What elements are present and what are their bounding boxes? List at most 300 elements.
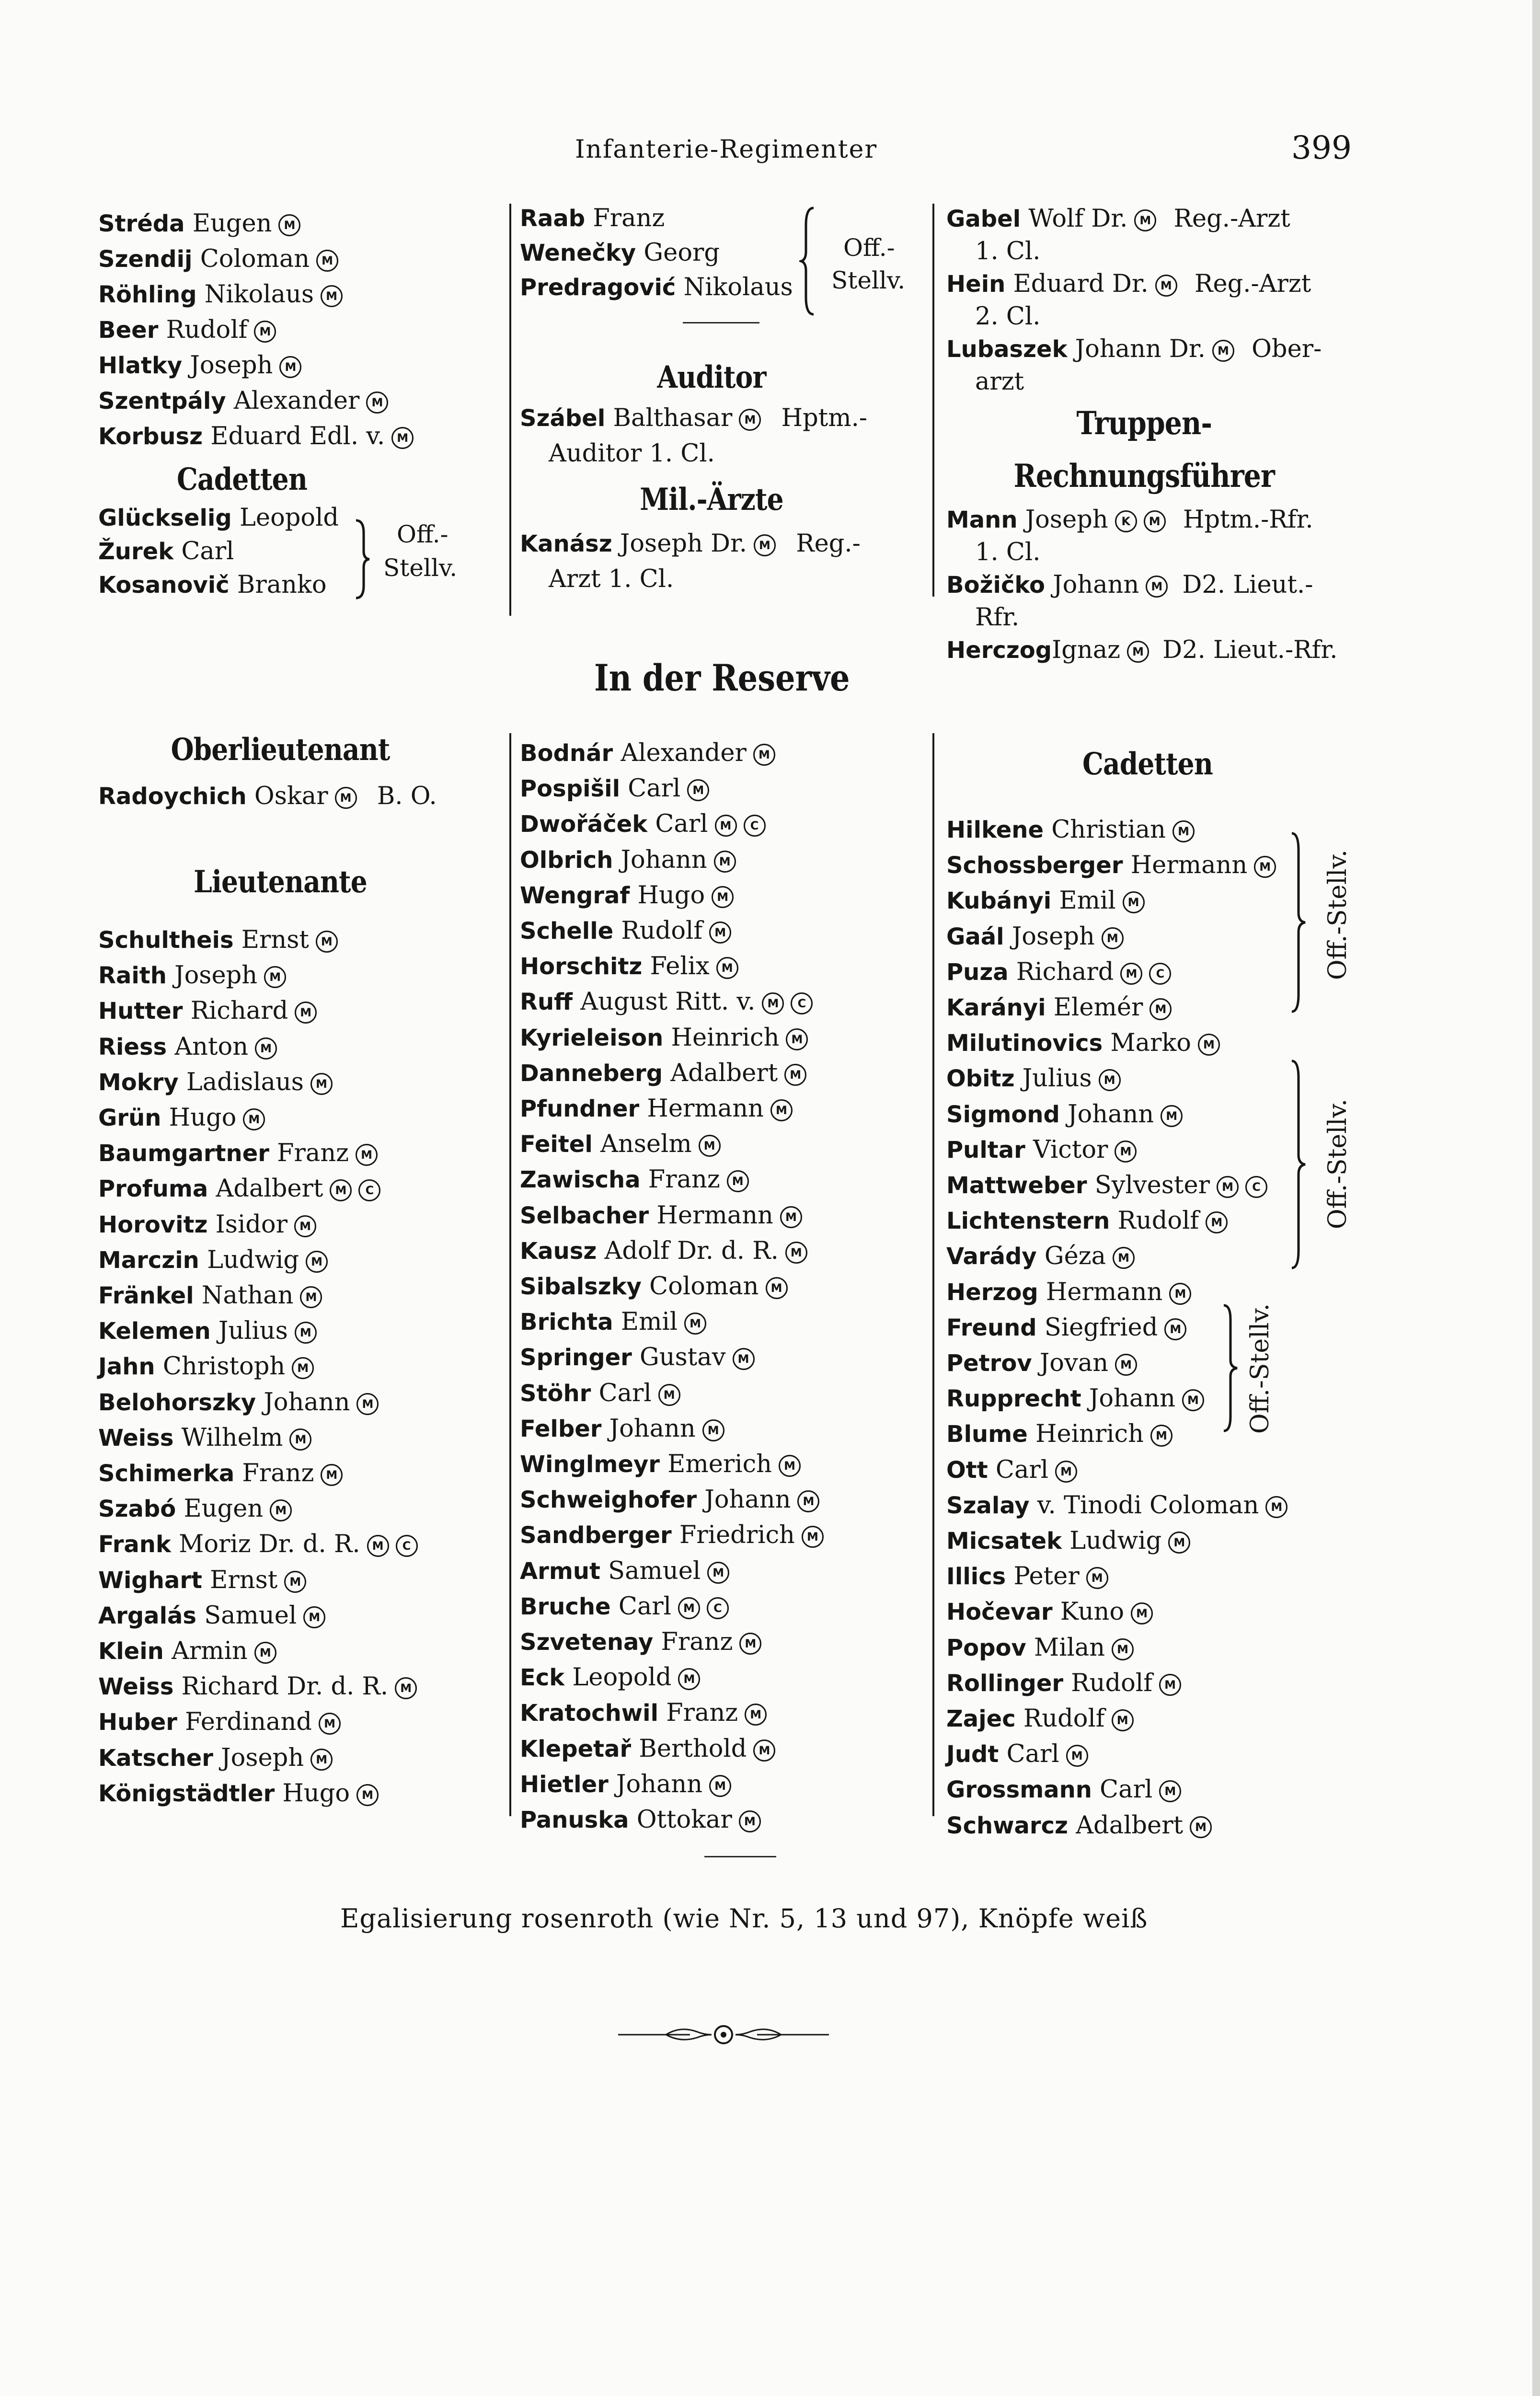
upper-column-2-lower <box>520 355 922 597</box>
surname: Dwořáček <box>520 811 648 838</box>
m-badge-icon: M <box>745 1704 767 1726</box>
given-name: Adalbert <box>670 1059 778 1087</box>
column-divider <box>509 733 511 1816</box>
list-item <box>98 1420 506 1456</box>
m-badge-icon: M <box>715 815 737 837</box>
m-badge-icon: M <box>716 957 738 979</box>
m-badge-icon: M <box>321 1464 343 1486</box>
rank: Reg.-Arzt <box>1173 205 1290 233</box>
surname: Selbacher <box>520 1202 649 1229</box>
m-badge-icon: M <box>1206 1211 1228 1233</box>
surname: Pfundner <box>520 1095 640 1123</box>
given-name: Rudolf <box>1117 1207 1199 1235</box>
column-divider <box>932 733 934 1816</box>
m-badge-icon: M <box>316 250 338 272</box>
list-item <box>98 1563 506 1598</box>
surname: Predragović <box>520 274 676 301</box>
m-badge-icon: M <box>1123 891 1145 913</box>
list-item <box>98 1669 506 1705</box>
list-item <box>98 242 506 277</box>
list-item <box>946 1630 1497 1666</box>
list-item <box>946 990 1497 1025</box>
hein-continuation: 2. Cl. <box>975 302 1041 331</box>
given-name: Coloman <box>649 1272 759 1301</box>
given-name: Nathan <box>201 1281 294 1310</box>
surname: Weiss <box>98 1673 174 1701</box>
surname: Korbusz <box>98 423 203 450</box>
given-name: Friedrich <box>679 1521 795 1550</box>
m-badge-icon: M <box>678 1668 700 1690</box>
m-badge-icon: M <box>1168 1532 1190 1554</box>
m-badge-icon: M <box>295 1002 317 1024</box>
given-name: Rudolf <box>1023 1705 1105 1733</box>
given-name: Hugo <box>282 1779 350 1808</box>
m-badge-icon: M <box>1120 963 1142 985</box>
rank: Ober- <box>1252 335 1322 363</box>
given-name: Hugo <box>169 1104 237 1132</box>
mil-arzt-entry <box>520 526 922 562</box>
brace-label-line1: Off.- <box>843 234 895 262</box>
surname: Szendij <box>98 246 193 273</box>
list-item <box>98 501 367 535</box>
given-name: Johann <box>621 845 707 874</box>
given-name: Johann Dr. <box>1075 335 1206 363</box>
given-name: Nikolaus <box>204 280 314 309</box>
m-badge-icon: M <box>1265 1496 1287 1518</box>
m-badge-icon: M <box>1099 1069 1121 1091</box>
surname: Springer <box>520 1344 632 1371</box>
page-edge <box>1532 0 1540 2396</box>
footer-note: Egalisierung rosenroth (wie Nr. 5, 13 und 97), Knöpfe weiß <box>340 1903 1148 1934</box>
surname: Rupprecht <box>946 1385 1081 1413</box>
list-item <box>98 419 506 454</box>
given-name: Ernst <box>241 926 309 954</box>
given-name: Milan <box>1034 1633 1105 1662</box>
brace-label-line1: Off.- <box>397 520 448 548</box>
surname: Grün <box>98 1105 161 1132</box>
surname: Horovitz <box>98 1211 208 1238</box>
given-name: Oskar <box>254 782 328 810</box>
given-name: Franz <box>593 204 665 232</box>
brace-label-line2: Stellv. <box>831 266 906 294</box>
given-name: Gustav <box>640 1343 726 1372</box>
list-item <box>946 1488 1497 1523</box>
m-badge-icon: M <box>1159 1780 1181 1802</box>
hein-entry <box>946 266 1497 302</box>
list-item <box>946 1168 1497 1203</box>
surname: Illics <box>946 1563 1006 1590</box>
list-item <box>98 1243 506 1278</box>
list-item <box>520 1056 922 1091</box>
m-badge-icon: M <box>753 744 775 766</box>
list-item <box>98 1598 506 1634</box>
given-name: Franz <box>661 1628 733 1657</box>
list-item <box>98 1065 506 1100</box>
surname: Pospišil <box>520 775 621 803</box>
m-badge-icon: M <box>1131 1602 1153 1624</box>
brace-icon <box>1289 831 1308 1014</box>
surname: Riess <box>98 1033 167 1060</box>
rank: Reg.- <box>796 530 861 558</box>
bozicko-entry <box>946 567 1497 603</box>
surname: Pultar <box>946 1136 1025 1163</box>
m-badge-icon: M <box>1127 641 1149 663</box>
list-item <box>946 812 1497 848</box>
surname: Olbrich <box>520 846 613 874</box>
m-badge-icon: M <box>780 1206 802 1228</box>
list-item <box>98 1456 506 1491</box>
c-badge-icon: C <box>707 1597 729 1619</box>
m-badge-icon: M <box>278 214 300 236</box>
given-name: Siegfried <box>1044 1313 1158 1342</box>
given-name: Ludwig <box>207 1245 299 1274</box>
m-badge-icon: M <box>356 1144 378 1166</box>
list-item <box>520 1695 922 1731</box>
given-name: Emerich <box>667 1450 772 1479</box>
list-item <box>946 883 1497 919</box>
given-name: Joseph <box>190 351 273 380</box>
surname: Lichtenstern <box>946 1208 1110 1235</box>
surname: Beer <box>98 317 159 344</box>
surname: Schimerka <box>98 1460 235 1487</box>
list-item <box>520 1660 922 1695</box>
given-name: Carl <box>181 537 234 565</box>
brace-icon <box>352 518 371 600</box>
given-name: Joseph <box>1011 922 1095 951</box>
herczog-entry <box>946 633 1497 668</box>
surname: Kubányi <box>946 887 1052 915</box>
surname: Hutter <box>98 998 183 1025</box>
m-badge-icon: M <box>1112 1709 1134 1731</box>
given-name: Rudolf <box>1071 1669 1153 1697</box>
surname: Weiss <box>98 1424 174 1451</box>
surname: Huber <box>98 1709 177 1736</box>
m-badge-icon: M <box>1159 1674 1181 1696</box>
m-badge-icon: M <box>284 1571 306 1593</box>
list-item <box>98 535 367 568</box>
k-badge-icon: K <box>1115 510 1137 532</box>
upper-column-3 <box>946 201 1497 668</box>
surname: Hočevar <box>946 1599 1053 1626</box>
list-item <box>520 1376 922 1411</box>
surname: Katscher <box>98 1744 213 1772</box>
list-item <box>520 878 922 913</box>
list-item <box>520 1233 922 1269</box>
surname: Gaál <box>946 923 1004 950</box>
list-item <box>520 736 922 771</box>
surname: Profuma <box>98 1175 208 1203</box>
surname: Kanász <box>520 530 612 557</box>
given-name: Rudolf <box>621 917 703 945</box>
list-item <box>520 1091 922 1127</box>
m-badge-icon: M <box>678 1597 700 1619</box>
surname: Horschitz <box>520 953 643 980</box>
list-item <box>520 1127 922 1162</box>
given-name: Eugen <box>192 209 272 238</box>
rank: Hptm.- <box>781 404 868 432</box>
surname: Varády <box>946 1243 1037 1270</box>
m-badge-icon: M <box>1150 1425 1172 1447</box>
given-name: Hermann <box>656 1201 773 1230</box>
surname: Herzog <box>946 1279 1038 1306</box>
surname: Ruff <box>520 989 573 1016</box>
surname: Herczog <box>946 637 1052 664</box>
given-name: Christoph <box>162 1352 286 1381</box>
surname: Kosanovič <box>98 572 230 599</box>
brace-label-vertical: Off.-Stellv. <box>1246 1303 1275 1434</box>
bozicko-continuation: Rfr. <box>975 603 1020 632</box>
surname: Brichta <box>520 1309 613 1336</box>
m-badge-icon: M <box>702 1419 724 1441</box>
suffix: B. O. <box>377 782 437 810</box>
surname: Grossmann <box>946 1776 1092 1804</box>
m-badge-icon: M <box>321 285 343 307</box>
given-name: August Ritt. v. <box>580 988 756 1016</box>
given-name: Moriz Dr. d. R. <box>179 1530 360 1559</box>
surname: Schossberger <box>946 852 1123 879</box>
surname: Szentpály <box>98 388 226 415</box>
gabel-continuation: 1. Cl. <box>975 237 1041 265</box>
list-item <box>98 1207 506 1243</box>
surname: Zawischa <box>520 1166 641 1194</box>
m-badge-icon: M <box>1144 510 1166 532</box>
m-badge-icon: M <box>310 1749 333 1771</box>
given-name: Adalbert <box>216 1175 323 1203</box>
given-name: Hermann <box>1046 1278 1163 1306</box>
surname: Kyrieleison <box>520 1024 664 1051</box>
list-item <box>520 913 922 949</box>
surname: Popov <box>946 1634 1026 1661</box>
given-name: Anselm <box>600 1130 692 1159</box>
surname: Schwarcz <box>946 1812 1068 1839</box>
m-badge-icon: M <box>335 787 357 809</box>
lower-column-3 <box>946 740 1497 1843</box>
given-name: Géza <box>1044 1242 1106 1271</box>
surname: Obitz <box>946 1065 1015 1093</box>
list-item <box>98 1385 506 1420</box>
list-item <box>98 1100 506 1136</box>
given-name: Adalbert <box>1076 1811 1184 1840</box>
m-badge-icon: M <box>1190 1816 1212 1838</box>
c-badge-icon: C <box>791 992 813 1014</box>
surname: Szalay <box>946 1492 1030 1519</box>
given-name: Ernst <box>210 1566 278 1594</box>
surname: Eck <box>520 1664 565 1692</box>
m-badge-icon: M <box>709 1775 731 1797</box>
m-badge-icon: M <box>802 1526 824 1548</box>
list-item <box>98 568 367 602</box>
list-item <box>520 1340 922 1375</box>
m-badge-icon: M <box>316 931 338 953</box>
given-name: Heinrich <box>1035 1420 1144 1449</box>
list-item <box>946 1737 1497 1772</box>
given-name: Berthold <box>639 1734 747 1763</box>
m-badge-icon: M <box>779 1455 801 1477</box>
m-badge-icon: M <box>712 886 734 908</box>
m-badge-icon: M <box>699 1135 721 1157</box>
given-name: Adolf Dr. d. R. <box>604 1236 779 1265</box>
m-badge-icon: M <box>1169 1283 1191 1305</box>
list-item <box>98 348 506 383</box>
given-name: Richard <box>190 997 288 1025</box>
list-item <box>946 1239 1497 1274</box>
list-item <box>946 1452 1497 1488</box>
surname: Bruche <box>520 1593 611 1620</box>
list-item <box>520 806 922 842</box>
m-badge-icon: M <box>289 1428 311 1451</box>
rank: Reg.-Arzt <box>1195 270 1311 298</box>
given-name: Kuno <box>1060 1598 1125 1626</box>
c-badge-icon: C <box>396 1535 418 1557</box>
list-item <box>520 1518 922 1553</box>
list-item <box>946 1808 1497 1843</box>
brace-label-vertical: Off.-Stellv. <box>1323 849 1352 980</box>
given-name: Heinrich <box>671 1023 780 1052</box>
m-badge-icon: M <box>310 1073 333 1095</box>
rank: D2. Lieut.-Rfr. <box>1162 636 1338 664</box>
given-name: Hermann <box>1130 851 1248 880</box>
truppen-heading: Truppen-Rechnungsführer <box>1013 404 1275 495</box>
given-name: Emil <box>621 1308 678 1336</box>
given-name: Julius <box>218 1317 288 1346</box>
rank: Hptm.-Rfr. <box>1183 506 1313 534</box>
m-badge-icon: M <box>1172 820 1195 842</box>
m-badge-icon: M <box>766 1277 788 1299</box>
list-item <box>520 1767 922 1802</box>
given-name: Joseph Dr. <box>620 530 747 558</box>
given-name: Joseph <box>1025 506 1108 534</box>
m-badge-icon: M <box>1115 1140 1137 1163</box>
m-badge-icon: M <box>784 1064 806 1086</box>
reserve-heading: In der Reserve <box>594 657 850 699</box>
upper-officer-list <box>98 206 506 454</box>
list-item <box>98 1349 506 1384</box>
surname: Schelle <box>520 918 614 945</box>
surname: Žurek <box>98 538 174 565</box>
given-name: Johann <box>1068 1100 1154 1129</box>
list-item <box>98 206 506 242</box>
list-item <box>946 1701 1497 1737</box>
list-item <box>98 1278 506 1313</box>
given-name: Victor <box>1033 1135 1108 1164</box>
given-name: Carl <box>1100 1775 1153 1804</box>
m-badge-icon: M <box>292 1357 314 1379</box>
given-name: Wolf Dr. <box>1028 205 1128 233</box>
list-item <box>98 958 506 993</box>
mann-continuation: 1. Cl. <box>975 538 1041 566</box>
upper-cadetten-list <box>98 501 367 602</box>
m-badge-icon: M <box>762 992 784 1014</box>
column-divider <box>932 204 934 597</box>
given-name: Alexander <box>621 739 747 767</box>
list-item <box>520 1802 922 1838</box>
list-item <box>98 1171 506 1207</box>
m-badge-icon: M <box>303 1606 325 1628</box>
list-item <box>98 277 506 312</box>
surname: Fränkel <box>98 1282 194 1310</box>
m-badge-icon: M <box>1155 275 1177 297</box>
surname: Lubaszek <box>946 336 1068 363</box>
m-badge-icon: M <box>709 922 731 944</box>
given-name: Elemér <box>1053 993 1143 1022</box>
m-badge-icon: M <box>1198 1034 1220 1056</box>
list-item <box>98 1491 506 1527</box>
m-badge-icon: M <box>264 966 286 988</box>
list-item <box>98 993 506 1029</box>
given-name: Richard <box>1016 957 1114 986</box>
given-name: Leopold <box>240 504 339 532</box>
given-name: Franz <box>648 1165 720 1194</box>
rank: D2. Lieut.- <box>1182 571 1313 599</box>
given-name: Johann <box>1089 1384 1175 1413</box>
given-name: Johann <box>616 1770 703 1798</box>
list-item <box>520 1624 922 1660</box>
m-badge-icon: M <box>367 1535 389 1557</box>
list-item <box>98 312 506 348</box>
surname: Armut <box>520 1557 600 1585</box>
m-badge-icon: M <box>797 1490 819 1512</box>
surname: Klein <box>98 1638 164 1665</box>
list-item <box>520 984 922 1020</box>
given-name: Emil <box>1059 887 1116 915</box>
given-name: Peter <box>1013 1562 1080 1591</box>
given-name: Armin <box>172 1637 248 1666</box>
list-item <box>520 1731 922 1767</box>
surname: Felber <box>520 1415 602 1442</box>
surname: Hein <box>946 271 1006 298</box>
m-badge-icon: M <box>1146 576 1168 598</box>
c-badge-icon: C <box>1149 963 1171 985</box>
m-badge-icon: M <box>254 321 276 343</box>
list-item <box>946 1772 1497 1808</box>
surname: Feitel <box>520 1131 593 1158</box>
m-badge-icon: M <box>753 1739 775 1762</box>
surname: Freund <box>946 1314 1037 1341</box>
surname: Gabel <box>946 206 1021 232</box>
m-badge-icon: M <box>306 1251 328 1273</box>
m-badge-icon: M <box>739 1633 761 1655</box>
surname: Ott <box>946 1456 988 1484</box>
surname: Argalás <box>98 1602 196 1629</box>
given-name: Ludwig <box>1069 1527 1162 1555</box>
given-name: Hugo <box>637 881 705 910</box>
list-item <box>98 1705 506 1740</box>
m-badge-icon: M <box>330 1179 352 1201</box>
surname: Mattweber <box>946 1172 1087 1199</box>
list-item <box>520 842 922 878</box>
given-name: Carl <box>598 1379 652 1407</box>
given-name: Sylvester <box>1094 1171 1210 1200</box>
list-item <box>98 1740 506 1776</box>
given-name: Eugen <box>184 1495 264 1523</box>
given-name: Alexander <box>233 387 360 415</box>
list-item <box>520 771 922 806</box>
m-badge-icon: M <box>1161 1105 1183 1127</box>
given-name: Balthasar <box>613 404 733 432</box>
surname: Blume <box>946 1421 1028 1448</box>
given-name: Leopold <box>572 1663 672 1692</box>
surname: Sibalszky <box>520 1273 642 1301</box>
surname: Schultheis <box>98 927 234 954</box>
list-item <box>520 1020 922 1056</box>
m-badge-icon: M <box>1113 1247 1135 1269</box>
m-badge-icon: M <box>707 1562 729 1584</box>
m-badge-icon: M <box>785 1242 807 1264</box>
m-badge-icon: M <box>770 1099 793 1121</box>
m-badge-icon: M <box>1217 1176 1239 1198</box>
lubaszek-entry <box>946 332 1497 367</box>
separator-rule <box>683 322 759 323</box>
